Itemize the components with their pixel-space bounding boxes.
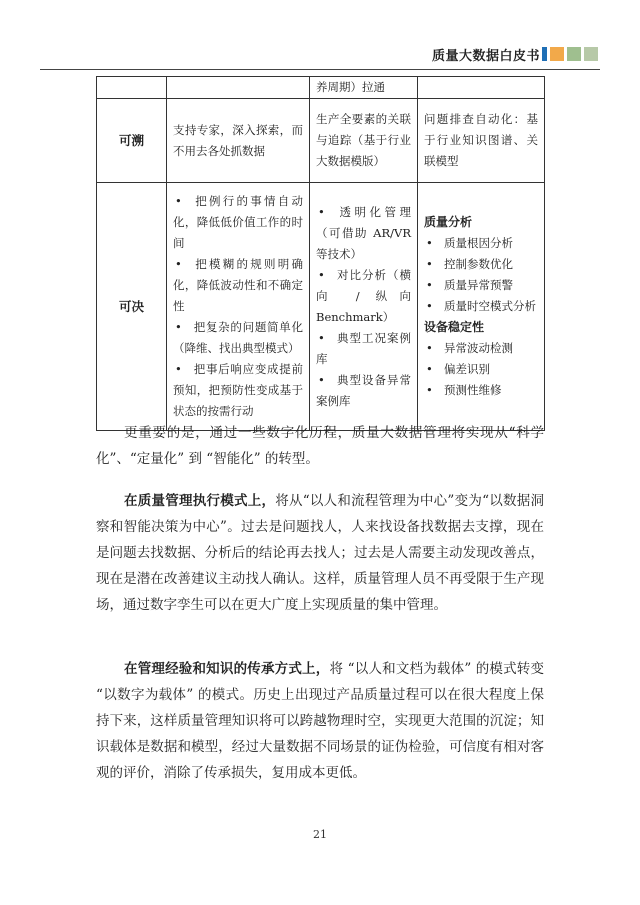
list-item: • 质量时空模式分析 [426, 299, 536, 313]
row-label-decide: 可决 [97, 183, 167, 431]
page-number: 21 [313, 828, 327, 841]
paragraph-lead: 在质量管理执行模式上， [124, 493, 276, 509]
subheading-equipment-stability: 设备稳定性 [424, 320, 485, 334]
list-item: • 异常波动检测 [426, 341, 513, 355]
table-cell: 支持专家，深入探索，而不用去各处抓数据 [167, 99, 310, 183]
list-item: • 对比分析（横向 / 纵向 Benchmark） [316, 267, 411, 324]
row-label-trace: 可溯 [97, 99, 167, 183]
table-cell [418, 77, 545, 99]
header-color-blocks [542, 47, 601, 61]
list-item: • 把例行的事情自动化，降低低价值工作的时间 [173, 194, 303, 250]
table-row-trace [97, 99, 545, 183]
table-cell: 生产全要素的关联与追踪（基于行业大数据模版） [310, 99, 418, 183]
header-block-orange [550, 47, 564, 61]
list-item: • 偏差识别 [426, 362, 490, 376]
subheading-quality-analysis: 质量分析 [424, 215, 473, 229]
list-item: • 把模糊的规则明确化，降低波动性和不确定性 [173, 257, 303, 313]
list-item: • 把复杂的问题简单化（降维、找出典型模式） [173, 320, 303, 355]
table-cell: 问题排查自动化：基于行业知识图谱、关联模型 [418, 99, 545, 183]
header-rule [40, 69, 600, 70]
table-row-continued [97, 77, 545, 99]
paragraph-knowledge-transfer: 在管理经验和知识的传承方式上，将 “以人和文档为载体” 的模式转变 “以数字为载体” 的模式。历史上出现过产品质量过程可以在很大程度上保持下来，这样质量管理知识将可以跨越物理时空，实现更大范围的沉淀；知识载体是数据和模型，经过大量数据不同场景的证伪检验，可信度有相对客观的评价，消除了传承损失，复用成本更低。 [96, 661, 545, 781]
table-cell [418, 183, 545, 431]
list-item: • 质量异常预警 [426, 278, 513, 292]
list-item: • 典型设备异常案例库 [316, 372, 411, 408]
paragraph-execution-mode: 在质量管理执行模式上，将从“以人和流程管理为中心”变为“以数据洞察和智能决策为中心”。过去是问题找人，人来找设备找数据去支撑，现在是问题去找数据、分析后的结论再去找人；过去是人需要主动发现改善点，现在是潜在改善建议主动找人确认。这样，质量管理人员不再受限于生产现场，通过数字孪生可以在更大广度上实现质量的集中管理。 [96, 493, 544, 613]
header-block-blue [542, 47, 547, 61]
header-title: 质量大数据白皮书 [432, 49, 541, 64]
list-item: • 透明化管理（可借助 AR/VR 等技术） [316, 204, 411, 261]
table-cell [167, 77, 310, 99]
table-row-decide [97, 183, 545, 431]
list-item: • 典型工况案例库 [316, 330, 411, 366]
list-item: • 质量根因分析 [426, 236, 513, 250]
header-block-sage [584, 47, 598, 61]
header-block-green [567, 47, 581, 61]
table-cell [167, 183, 310, 431]
capability-table [96, 76, 545, 431]
table-cell [97, 77, 167, 99]
paragraph-transformation: 更重要的是，通过一些数字化历程，质量大数据管理将实现从“科学化”、“定量化” 到 “智能化” 的转型。 [96, 425, 544, 467]
paragraph-lead: 在管理经验和知识的传承方式上， [124, 661, 330, 677]
table-cell [310, 183, 418, 431]
list-item: • 把事后响应变成提前预知，把预防性变成基于状态的按需行动 [173, 362, 303, 418]
list-item: • 预测性维修 [426, 383, 502, 397]
list-item: • 控制参数优化 [426, 257, 513, 271]
table-cell: 养周期）拉通 [310, 77, 418, 99]
